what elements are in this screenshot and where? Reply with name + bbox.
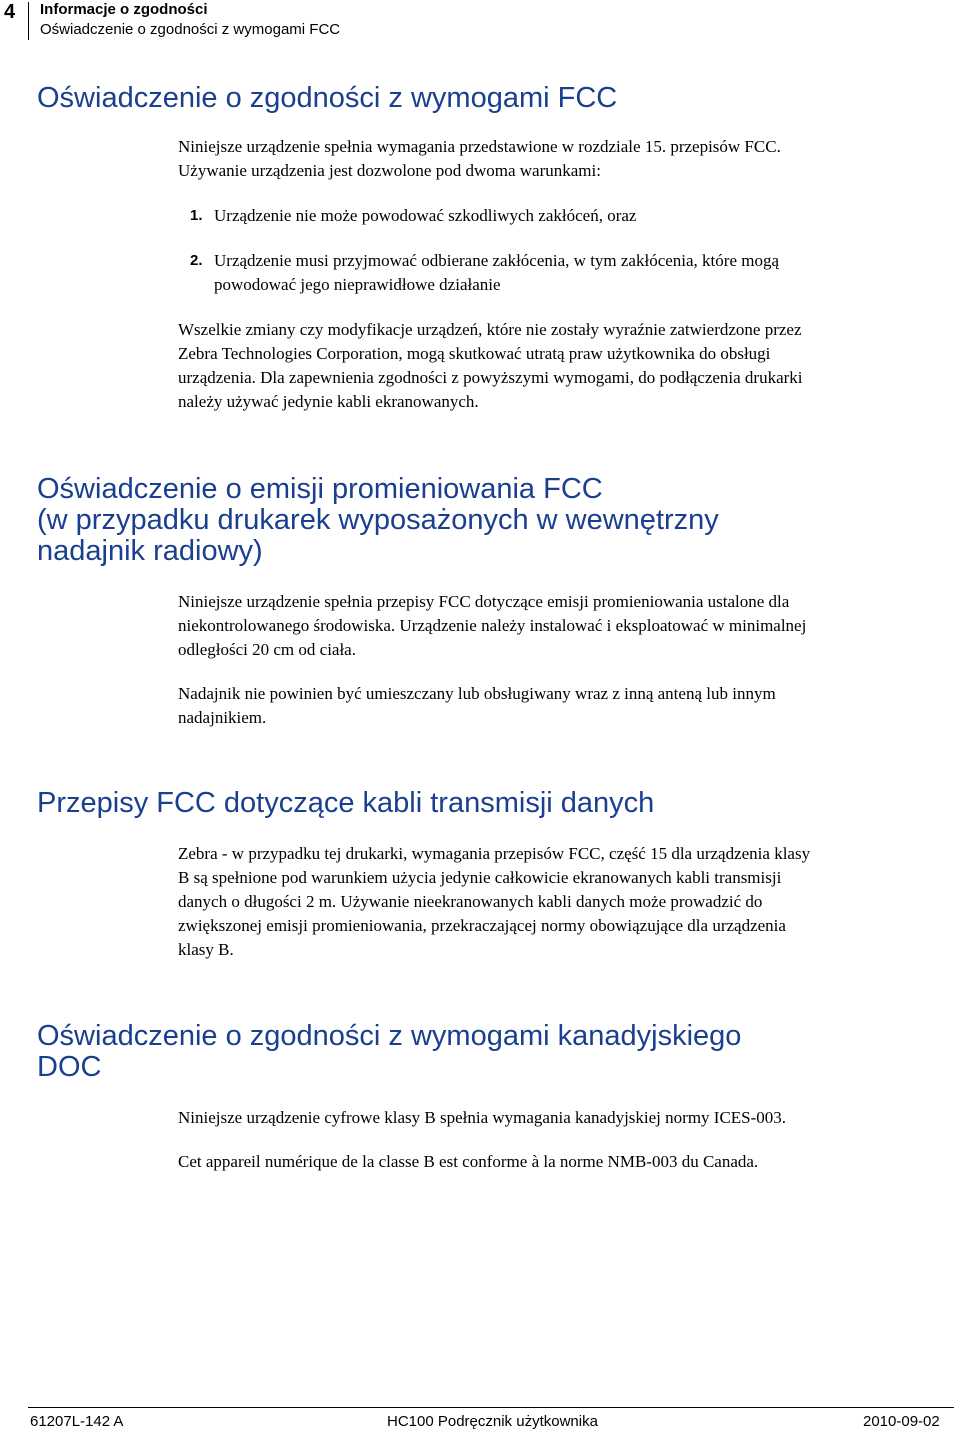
text-line: Niniejsze urządzenie spełnia przepisy FCC dotyczące emisji promieniowania ustalone dla — [178, 592, 790, 611]
text-line: nadajnikiem. — [178, 708, 267, 727]
text-line: niekontrolowanego środowiska. Urządzenie należy instalować i eksploatować w minimalnej — [178, 616, 807, 635]
list-item — [178, 249, 948, 297]
heading-line: (w przypadku drukarek wyposażonych w wewnętrzny — [37, 504, 719, 536]
canada-paragraph-fr: Cet appareil numérique de la classe B est conforme à la norme NMB-003 du Canada. — [178, 1152, 759, 1171]
text-line: powodować jego nieprawidłowe działanie — [214, 275, 501, 294]
heading-line: Oświadczenie o emisji promieniowania FCC — [37, 473, 603, 505]
radiation-paragraph — [178, 590, 950, 662]
text-line: Używanie urządzenia jest dozwolone pod dwoma warunkami: — [178, 161, 601, 180]
footer-date: 2010-09-02 — [863, 1413, 940, 1430]
text-line: danych o długości 2 m. Używanie nieekranowanych kabli danych może prowadzić do — [178, 892, 763, 911]
text-line: B są spełnione pod warunkiem użycia jedynie całkowicie ekranowanych kabli transmisji — [178, 868, 782, 887]
cables-paragraph — [178, 842, 950, 962]
running-section-title: Oświadczenie o zgodności z wymogami FCC — [40, 21, 341, 38]
text-line: klasy B. — [178, 940, 234, 959]
canada-paragraph-pl: Niniejsze urządzenie cyfrowe klasy B spełnia wymagania kanadyjskiej normy ICES-003. — [178, 1108, 787, 1127]
list-item-number: 1. — [190, 207, 203, 224]
page-header — [0, 0, 960, 42]
fcc-intro-paragraph — [178, 135, 950, 183]
text-line: Urządzenie musi przyjmować odbierane zakłócenia, w tym zakłócenia, które mogą — [214, 251, 780, 270]
list-item — [178, 204, 948, 228]
text-line: Zebra - w przypadku tej drukarki, wymagania przepisów FCC, część 15 dla urządzenia klasy — [178, 844, 811, 863]
text-line: Zebra Technologies Corporation, mogą skutkować utratą praw użytkownika do obsługi — [178, 344, 771, 363]
heading-line: Oświadczenie o zgodności z wymogami kanadyjskiego — [37, 1020, 742, 1052]
footer-title: HC100 Podręcznik użytkownika — [387, 1413, 598, 1430]
text-line: należy używać jedynie kabli ekranowanych. — [178, 392, 479, 411]
fcc-modifications-paragraph — [178, 318, 950, 414]
text-line: Wszelkie zmiany czy modyfikacje urządzeń, które nie zostały wyraźnie zatwierdzone przez — [178, 320, 802, 339]
page-number: 4 — [4, 1, 16, 23]
footer-doc-number: 61207L-142 A — [30, 1413, 124, 1430]
heading-line: DOC — [37, 1051, 102, 1083]
text-line: zwiększonej emisji promieniowania, przekraczającej normy obowiązujące dla urządzenia — [178, 916, 786, 935]
header-divider — [28, 2, 29, 40]
footer-divider — [28, 1407, 954, 1408]
heading-fcc-cables: Przepisy FCC dotyczące kabli transmisji danych — [37, 787, 655, 819]
list-item-number: 2. — [190, 252, 203, 269]
heading-canada-doc — [37, 1021, 741, 1083]
text-line: odległości 20 cm od ciała. — [178, 640, 356, 659]
text-line: urządzenia. Dla zapewnienia zgodności z powyższymi wymogami, do podłączenia drukarki — [178, 368, 803, 387]
heading-fcc-radiation — [37, 474, 719, 567]
text-line: Nadajnik nie powinien być umieszczany lub obsługiwany wraz z inną anteną lub innym — [178, 684, 776, 703]
transmitter-paragraph — [178, 682, 950, 730]
chapter-title: Informacje o zgodności — [40, 1, 208, 18]
heading-line: nadajnik radiowy) — [37, 535, 263, 567]
text-line: Niniejsze urządzenie spełnia wymagania przedstawione w rozdziale 15. przepisów FCC. — [178, 137, 781, 156]
list-item-text — [214, 249, 948, 297]
heading-fcc-compliance: Oświadczenie o zgodności z wymogami FCC — [37, 82, 618, 114]
list-item-text: Urządzenie nie może powodować szkodliwych zakłóceń, oraz — [214, 206, 637, 225]
